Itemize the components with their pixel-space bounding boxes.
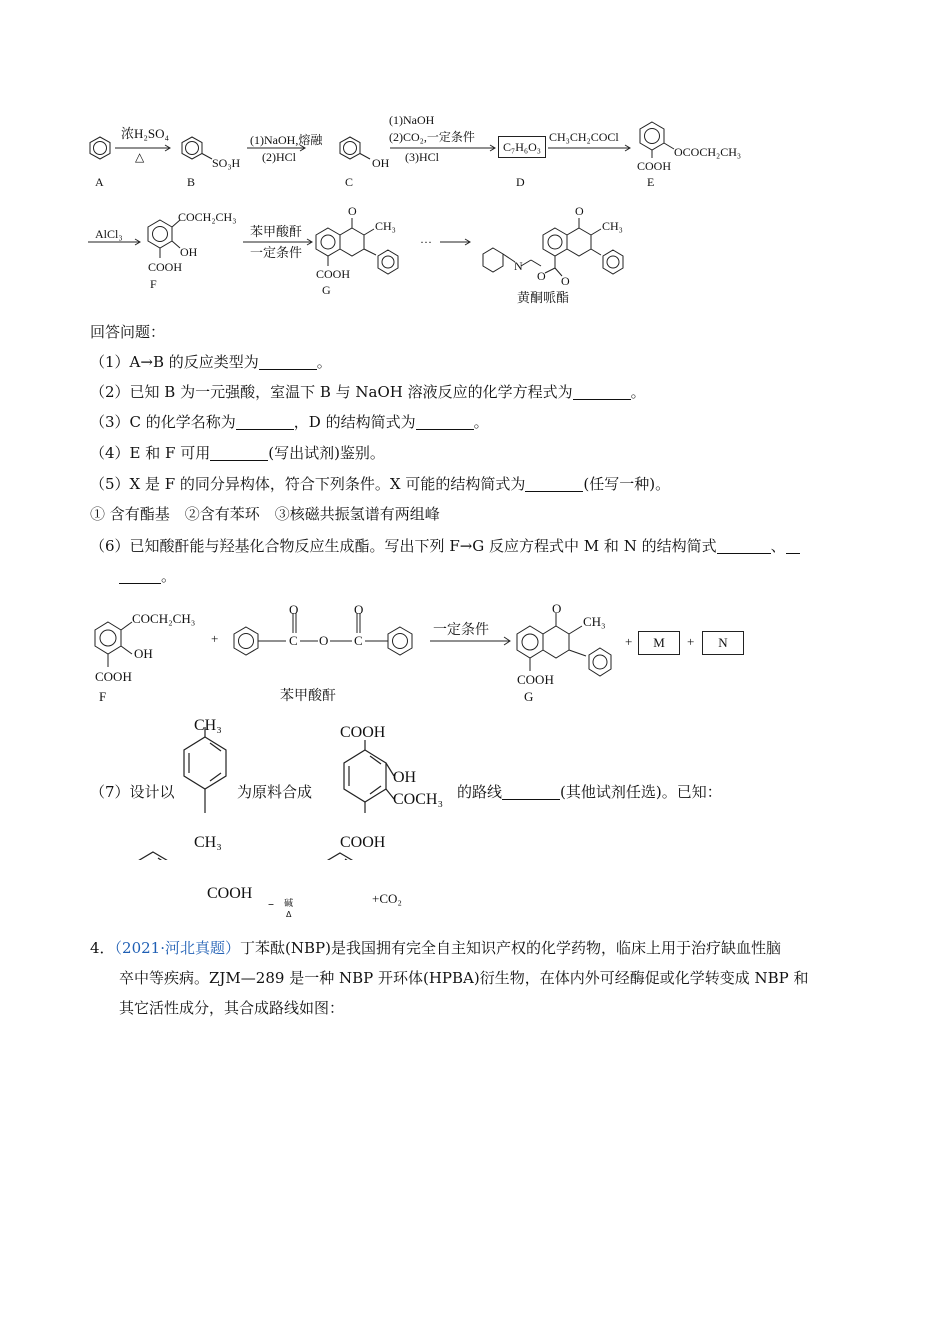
q6-blank-2a[interactable]: [786, 538, 800, 554]
step6-reagent: 苯甲酸酐: [250, 224, 303, 239]
box-n[interactable]: N: [702, 631, 744, 655]
s3-anh-o2: O: [354, 602, 364, 617]
s3-anh-ring-2: [388, 627, 412, 655]
s3-g-ring-c: [543, 626, 569, 658]
s3-condition: 一定条件: [433, 622, 489, 638]
s3-g-carboxyl: COOH: [517, 672, 554, 687]
step3-reagent-2: (2)CO₂,一定条件: [389, 130, 475, 144]
question-5: （5）X 是 F 的同分异构体，符合下列条件。X 可能的结构简式为 (任写一种)。: [90, 475, 671, 493]
conditions-list: ① 含有酯基 ②含有苯环 ③核磁共振氢谱有两组峰: [90, 505, 440, 523]
known-co2: +CO₂: [372, 891, 402, 906]
problem4-line2: 卒中等疾病。ZJM—289 是一种 NBP 开环体(HPBA)衍生物，在体内外可经酶促或化学转变成 NBP 和: [119, 969, 809, 987]
s3-f-ketone: COCH₂CH₃: [132, 611, 196, 626]
p-xylene-ring: [184, 737, 226, 789]
g-phenyl: [378, 250, 398, 274]
s3-f-ring: [95, 622, 121, 654]
s3-anh-o1: O: [289, 602, 299, 617]
source-tag[interactable]: （2021·河北真题）: [114, 939, 240, 957]
question-1: （1）A→B 的反应类型为 。: [90, 353, 332, 371]
known-ring-2: [318, 853, 362, 860]
p-carbonyl-o: O: [575, 204, 584, 218]
step2-reagent-2: (2)HCl: [262, 150, 296, 164]
g-carbonyl-o: O: [348, 204, 357, 218]
piperidine-n: N: [514, 259, 523, 273]
q3-blank-2[interactable]: [416, 414, 474, 430]
question-7-b: 为原料合成: [237, 783, 313, 801]
f-ketone: COCH₂CH₃: [178, 210, 237, 224]
q2-blank[interactable]: [573, 384, 631, 400]
p-phenyl: [603, 250, 623, 274]
question-7-c: 的路线 (其他试剂任选)。已知：: [457, 783, 722, 801]
step5-reagent: AlCl₃: [95, 227, 123, 241]
target-ring: [344, 750, 386, 802]
f-carboxyl: COOH: [148, 260, 183, 274]
s3-anh-c1: C: [289, 633, 298, 648]
problem-number: 4．: [90, 939, 115, 957]
question-2: （2）已知 B 为一元强酸，室温下 B 与 NaOH 溶液反应的化学方程式为 。: [90, 383, 646, 401]
s3-f-carboxyl: COOH: [95, 669, 132, 684]
step4-reagent: CH₃CH₂COCl: [549, 130, 619, 144]
q3-blank-1[interactable]: [236, 414, 294, 430]
question-7-a: （7）设计以: [90, 783, 175, 801]
question-4: （4）E 和 F 可用 (写出试剂)鉴别。: [90, 444, 385, 462]
s3-f-hydroxyl: OH: [134, 646, 153, 661]
step3-reagent-1: (1)NaOH: [389, 113, 435, 127]
known-base: 碱: [284, 899, 294, 909]
known-ring-1: [131, 852, 175, 860]
label-a: A: [95, 175, 104, 189]
benzene-e: [640, 122, 664, 150]
s3-anh-bridge-o: O: [319, 633, 329, 648]
s3-g-ring-a: [517, 626, 543, 658]
q6-blank-1[interactable]: [717, 538, 771, 554]
label-g: G: [322, 283, 331, 297]
question-6-cont: 。: [119, 566, 176, 586]
q6-blank-2b[interactable]: [119, 568, 161, 584]
piperidine-ring: [483, 248, 503, 272]
box-m[interactable]: M: [638, 631, 680, 655]
q7-blank[interactable]: [502, 784, 560, 800]
p-ester-o: O: [537, 269, 546, 283]
g-ring-a: [316, 228, 340, 256]
s3-anhydride-label: 苯甲酸酐: [280, 688, 336, 704]
q4-blank[interactable]: [210, 445, 268, 461]
b-sulfonic: SO₃H: [212, 156, 241, 170]
label-flavoxate: 黄酮哌酯: [517, 290, 570, 305]
target-cooh-top: COOH: [340, 724, 386, 741]
label-c: C: [345, 175, 354, 189]
methyl-top: CH₃: [194, 717, 222, 734]
label-f: F: [150, 277, 157, 291]
e-ester-group: OCOCH₂CH₃: [674, 145, 742, 159]
q5-blank[interactable]: [525, 476, 583, 492]
step2-reagent-1: (1)NaOH,熔融: [250, 133, 323, 147]
known-dash: –: [268, 897, 274, 911]
p-ring-c: [567, 228, 591, 256]
e-carboxyl: COOH: [637, 159, 672, 173]
question-6: （6）已知酸酐能与羟基化合物反应生成酯。写出下列 F→G 反应方程式中 M 和 N 的结构简式 、: [90, 536, 800, 556]
target-cooh-bottom: COOH: [340, 834, 386, 851]
step1-reagent: 浓H₂SO₄: [121, 126, 170, 141]
label-b: B: [187, 175, 196, 189]
step3-reagent-3: (3)HCl: [405, 150, 439, 164]
c-hydroxyl: OH: [372, 156, 390, 170]
s3-g-methyl: CH₃: [583, 614, 606, 629]
question-3: （3）C 的化学名称为 ，D 的结构简式为 。: [90, 413, 489, 431]
known-heat: Δ: [286, 910, 292, 919]
g-ring-c: [340, 228, 364, 256]
g-methyl: CH₃: [375, 219, 396, 233]
s3-anh-ring-1: [234, 627, 258, 655]
label-d: D: [516, 175, 525, 189]
target-acetyl: COCH₃: [393, 791, 444, 808]
s3-plus-3: +: [687, 634, 695, 649]
s3-label-f: F: [99, 689, 107, 704]
problem4-line3: 其它活性成分，其合成路线如图：: [119, 999, 345, 1017]
p-ester-carbonyl-o: O: [561, 274, 570, 288]
target-hydroxyl: OH: [393, 769, 417, 786]
g-carboxyl: COOH: [316, 267, 351, 281]
step6-condition: 一定条件: [250, 245, 303, 260]
q1-blank[interactable]: [259, 354, 317, 370]
s3-plus-1: +: [211, 631, 219, 646]
label-e: E: [647, 175, 655, 189]
s3-g-o: O: [552, 601, 562, 616]
heat-symbol: △: [135, 150, 145, 164]
p-methyl: CH₃: [602, 219, 623, 233]
s3-label-g: G: [524, 689, 534, 704]
benzene-f: [148, 220, 172, 248]
methyl-bottom: CH₃: [194, 834, 222, 851]
f-hydroxyl: OH: [180, 245, 198, 259]
answer-header: 回答问题：: [90, 323, 166, 341]
known-cooh: COOH: [207, 885, 253, 902]
s3-plus-2: +: [625, 634, 633, 649]
ellipsis: ···: [420, 235, 432, 249]
p-ring-a: [543, 228, 567, 256]
s3-anh-c2: C: [354, 633, 363, 648]
s3-g-phenyl: [589, 648, 611, 676]
problem4-line1: 4．（2021·河北真题）丁苯酞(NBP)是我国拥有完全自主知识产权的化学药物，临床上用于治疗缺血性脑: [90, 939, 781, 957]
d-formula-box: C₇H₆O₃: [498, 136, 546, 158]
